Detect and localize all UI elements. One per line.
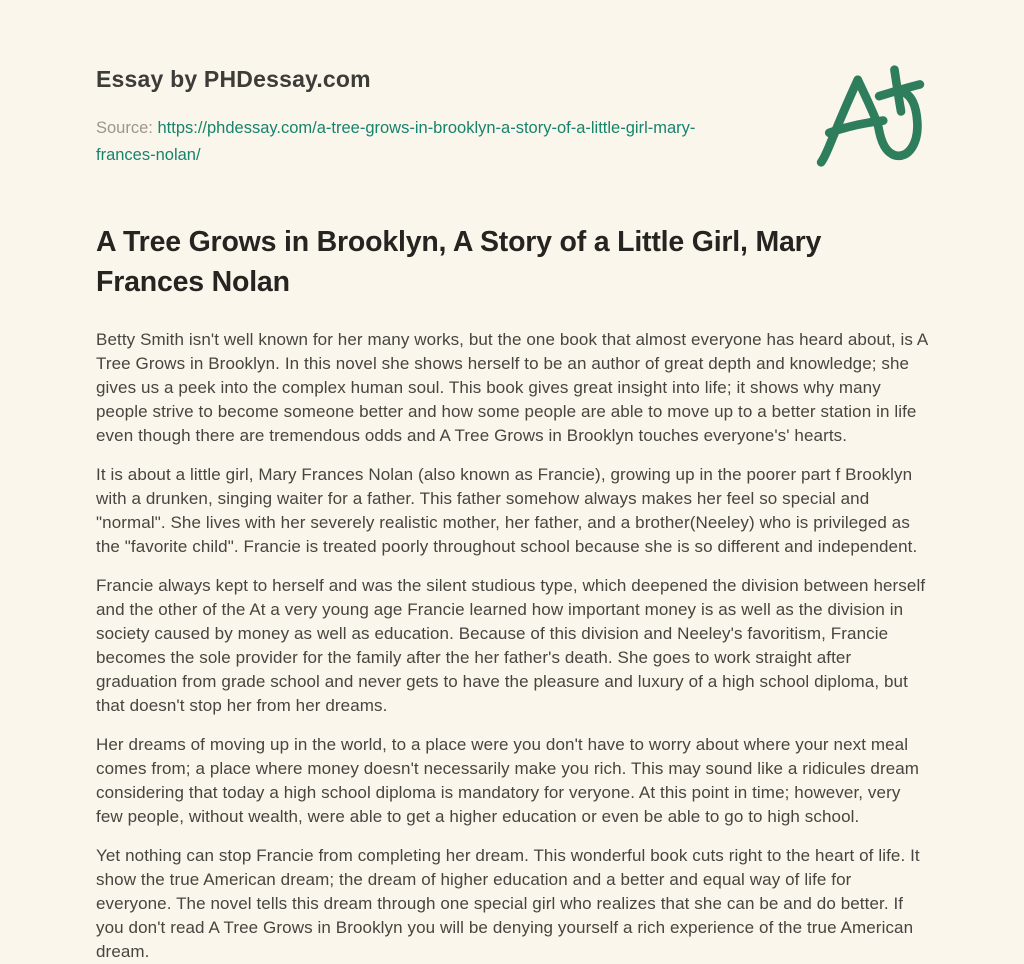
essay-paragraph: Yet nothing can stop Francie from completing her dream. This wonderful book cuts right to the heart of life. It show the true American dream; the dream of higher education and a better and equal way of life for everyone. The novel tells this dream through one special girl who realizes that she can be and do better. If you don't read A Tree Grows in Brooklyn you will be denying yourself a rich experience of the true American dream. bbox=[96, 846, 920, 961]
essay-paragraph: It is about a little girl, Mary Frances Nolan (also known as Francie), growing up in the poorer part f Brooklyn with a drunken, singing waiter for a father. This father somehow always makes her feel so special and "normal". She lives with her severely realistic mother, her father, and a brother(Neeley) who is privileged as the "favorite child". Francie is treated poorly throughout school because she is so different and independent. bbox=[96, 465, 918, 556]
site-heading: Essay by PHDessay.com bbox=[96, 66, 371, 92]
header-text-block bbox=[96, 58, 744, 169]
phdessay-logo bbox=[814, 62, 926, 170]
page-header bbox=[96, 58, 928, 170]
source-label: Source: bbox=[96, 119, 153, 137]
source-link[interactable]: https://phdessay.com/a-tree-grows-in-brooklyn-a-story-of-a-little-girl-mary-frances-nolan/ bbox=[96, 119, 696, 164]
essay-paragraph: Francie always kept to herself and was the silent studious type, which deepened the division between herself and the other of the At a very young age Francie learned how important money is as well as the division in society caused by money as well as education. Because of this division and Neeley's favoritism, Francie becomes the sole provider for the family after the her father's death. She goes to work straight after graduation from grade school and never gets to have the pleasure and luxury of a high school diploma, but that doesn't stop her from her dreams. bbox=[96, 576, 926, 715]
source-line bbox=[96, 115, 744, 169]
a-plus-logo-icon bbox=[814, 62, 926, 170]
essay-paragraph: Betty Smith isn't well known for her many works, but the one book that almost everyone has heard about, is A Tree Grows in Brooklyn. In this novel she shows herself to be an author of great depth and knowledge; she gives us a peek into the complex human soul. This book gives great insight into life; it shows why many people strive to become someone better and how some people are able to move up to a better station in life even though there are tremendous odds and A Tree Grows in Brooklyn touches everyone's' hearts. bbox=[96, 330, 928, 445]
essay-body bbox=[96, 328, 928, 964]
essay-title: A Tree Grows in Brooklyn, A Story of a Little Girl, Mary Frances Nolan bbox=[96, 226, 822, 298]
essay-paragraph: Her dreams of moving up in the world, to a place were you don't have to worry about where your next meal comes from; a place where money doesn't necessarily make you rich. This may sound like a ridicules dream considering that today a high school diploma is mandatory for veryone. At this point in time; however, very few people, without wealth, were able to get a higher education or even be able to go to high school. bbox=[96, 735, 920, 826]
